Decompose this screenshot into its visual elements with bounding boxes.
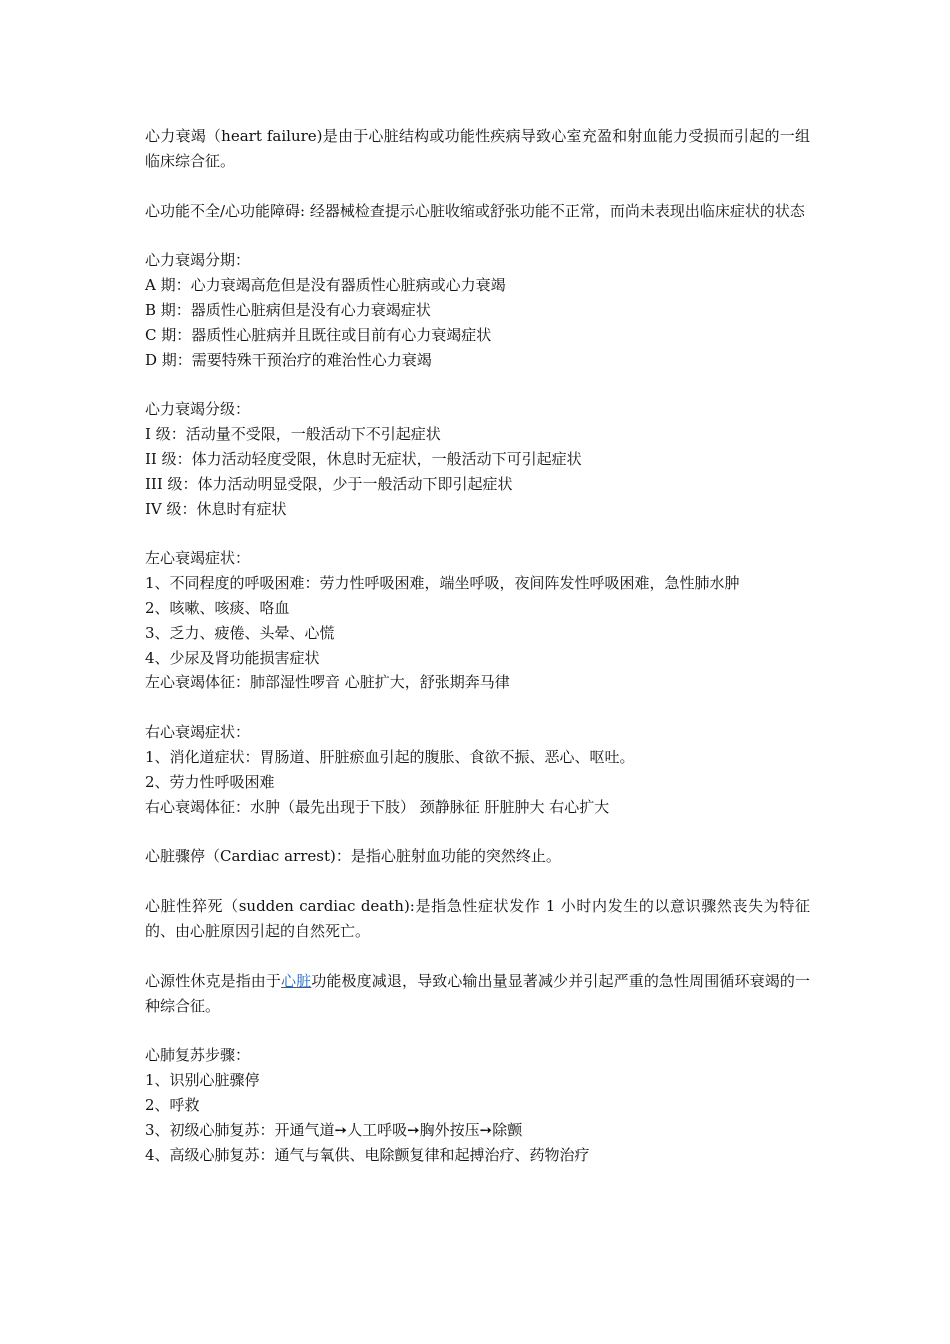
cpr-section <box>145 1043 810 1167</box>
list-item: 1、不同程度的呼吸困难：劳力性呼吸困难，端坐呼吸，夜间阵发性呼吸困难，急性肺水肿 <box>145 574 740 593</box>
list-item: B 期：器质性心脏病但是没有心力衰竭症状 <box>145 300 431 319</box>
sudden-cardiac-death-definition: 心脏性猝死（sudden cardiac death):是指急性症状发作 1 小时内发生的以意识骤然丧失为特征的、由心脏原因引起的自然死亡。 <box>145 897 810 940</box>
shock-text-before: 心源性休克是指由于 <box>145 971 282 990</box>
heart-failure-definition: 心力衰竭（heart failure)是由于心脏结构或功能性疾病导致心室充盈和射血能力受损而引起的一组临床综合征。 <box>145 127 810 170</box>
staging-section <box>145 248 810 372</box>
list-item: I 级：活动量不受限，一般活动下不引起症状 <box>145 425 441 444</box>
cardiac-arrest-definition: 心脏骤停（Cardiac arrest)：是指心脏射血功能的突然终止。 <box>145 847 561 866</box>
list-item: 1、识别心脏骤停 <box>145 1071 260 1090</box>
list-item: 3、初级心肺复苏：开通气道➙人工呼吸➙胸外按压➙除颤 <box>145 1120 523 1139</box>
list-item: 3、乏力、疲倦、头晕、心慌 <box>145 623 335 642</box>
list-item: IV 级：休息时有症状 <box>145 499 287 518</box>
list-item: 2、呼救 <box>145 1095 200 1114</box>
list-item: A 期：心力衰竭高危但是没有器质性心脏病或心力衰竭 <box>145 276 506 295</box>
left-heart-failure-section <box>145 546 810 695</box>
left-hf-signs: 左心衰竭体征：肺部湿性啰音 心脏扩大，舒张期奔马律 <box>145 673 510 692</box>
right-hf-title: 右心衰竭症状： <box>145 723 251 742</box>
left-hf-title: 左心衰竭症状： <box>145 549 251 568</box>
right-hf-signs: 右心衰竭体征：水肿（最先出现于下肢） 颈静脉征 肝脏肿大 右心扩大 <box>145 797 610 816</box>
list-item: 2、劳力性呼吸困难 <box>145 772 275 791</box>
grading-section <box>145 397 810 521</box>
list-item: 4、少尿及肾功能损害症状 <box>145 648 320 667</box>
list-item: D 期：需要特殊干预治疗的难治性心力衰竭 <box>145 350 432 369</box>
shock-text-after: 功能极度减退，导致心输出量显著减少并引起严重的急性周围循环衰竭的一种综合征。 <box>145 971 810 1015</box>
grading-title: 心力衰竭分级： <box>145 400 251 419</box>
list-item: 1、消化道症状：胃肠道、肝脏瘀血引起的腹胀、食欲不振、恶心、呕吐。 <box>145 747 635 766</box>
right-heart-failure-section <box>145 720 810 819</box>
cardiac-dysfunction-definition: 心功能不全/心功能障碍: 经器械检查提示心脏收缩或舒张功能不正常，而尚未表现出临床症状的状态 <box>145 201 805 220</box>
staging-title: 心力衰竭分期： <box>145 251 251 270</box>
document-page <box>145 124 810 1192</box>
list-item: 4、高级心肺复苏：通气与氧供、电除颤复律和起搏治疗、药物治疗 <box>145 1145 590 1164</box>
list-item: III 级：体力活动明显受限，少于一般活动下即引起症状 <box>145 474 513 493</box>
list-item: 2、咳嗽、咳痰、咯血 <box>145 598 290 617</box>
list-item: C 期：器质性心脏病并且既往或目前有心力衰竭症状 <box>145 325 492 344</box>
heart-link[interactable]: 心脏 <box>281 971 312 990</box>
list-item: II 级：体力活动轻度受限，休息时无症状，一般活动下可引起症状 <box>145 449 582 468</box>
cardiogenic-shock-definition <box>145 969 810 1019</box>
cpr-title: 心肺复苏步骤： <box>145 1046 251 1065</box>
